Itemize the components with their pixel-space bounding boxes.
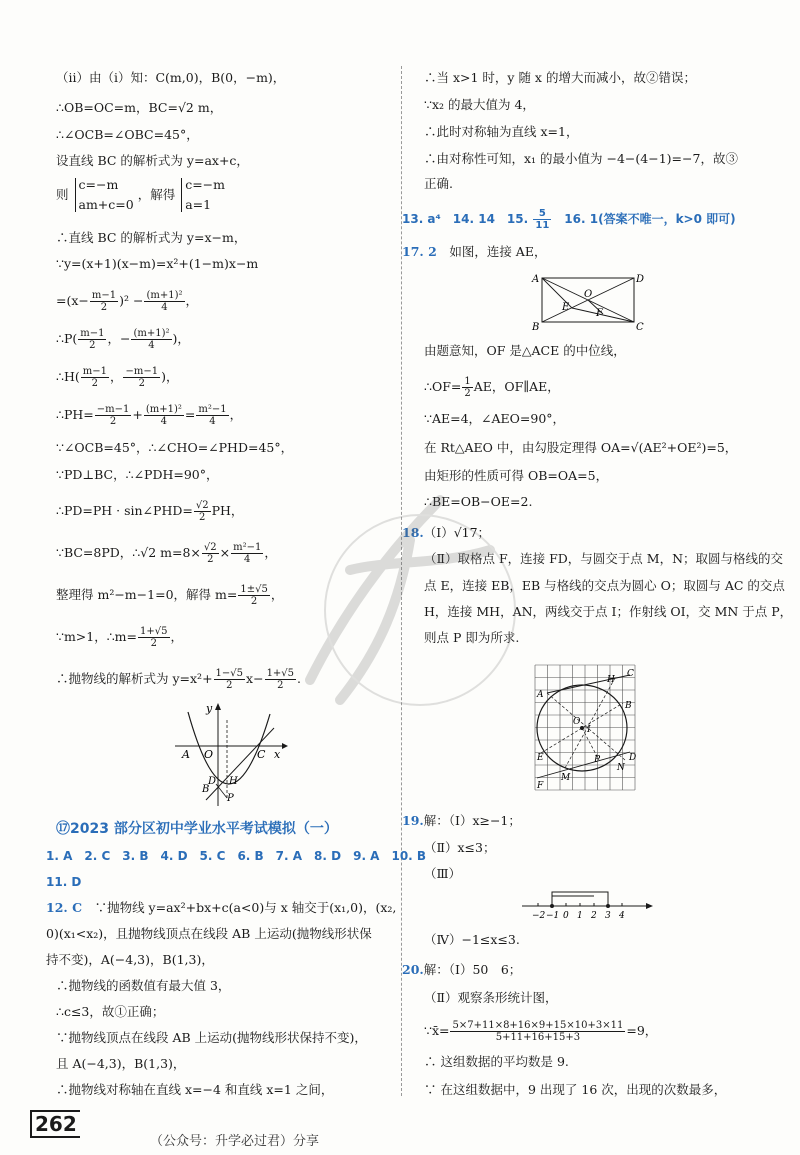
fraction [196,404,228,427]
rectangle-figure [530,268,650,334]
label-d: D [208,776,217,787]
denominator: 4 [161,302,168,313]
text-fragment: + [132,407,143,422]
text-line: ∵AE=4，∠AEO=90°， [424,411,566,426]
text-line: 由题意知，OF 是△ACE 的中位线， [424,343,626,358]
segment-ec [572,308,634,322]
text-fragment: ， [264,545,277,560]
label-f: F [596,308,603,319]
text-line [56,328,190,351]
text-fragment: ， [229,407,243,422]
endpoint-minus1 [550,904,554,908]
text-line [402,244,546,260]
line-bc [206,728,274,800]
text-fragment: ，解得 [137,187,176,202]
text-line: ∴由对称性可知，x₁ 的最小值为 −4−(4−1)=−7，故③ [424,151,738,166]
text-fragment: 16. 1(答案不唯一，k>0 即可) [552,212,736,226]
fraction [214,668,245,691]
text-line [56,404,242,427]
text-line: ∴当 x>1 时，y 随 x 的增大而减小，故②错误； [424,70,696,85]
text-line: ∴ 这组数据的平均数是 9. [424,1054,569,1069]
denominator: 2 [226,680,233,691]
denominator: 4 [209,416,216,427]
text-line [56,584,283,607]
solution-bracket-2 [552,896,594,906]
text-line: ∵x₂ 的最大值为 4， [424,97,535,112]
text-fragment: )² − [119,293,144,308]
fraction [81,366,109,389]
fraction [231,542,263,565]
text-fragment: PH， [211,503,244,518]
label-x: x [274,748,281,761]
numerator: 1+√5 [140,626,168,637]
tick-label: −1 [546,911,560,921]
page-number: 262 [30,1110,80,1138]
denominator: 2 [150,638,157,649]
denominator: 2 [138,378,145,389]
label-o: O [204,748,214,761]
text-fragment: ， [170,629,184,644]
text-line: （ⅱ）由（ⅰ）知：C(m,0)，B(0，−m)， [56,70,286,85]
text-line: 且 A(−4,3)，B(1,3)， [56,1056,186,1071]
question-number: 18. [402,525,424,540]
denominator: 2 [199,512,206,523]
text-line [424,1020,657,1043]
text-line: H，连接 MH，AN，两线交于点 I；作射线 OI，交 MN 于点 P， [424,604,793,619]
text-fragment: 13. a⁴ 14. 14 15. [402,212,533,226]
text-fragment: （Ⅰ）√17； [423,525,491,540]
fraction [138,626,169,649]
numerator: (m+1)² [133,328,170,339]
system-1 [75,178,134,212]
label-o: O [584,289,593,300]
text-line: ∴直线 BC 的解析式为 y=x−m， [56,230,247,245]
numerator: m−1 [82,366,107,377]
tick-label: 1 [577,911,583,921]
label-h: H [229,776,238,787]
numerator: √2 [195,500,209,511]
text-line: 设直线 BC 的解析式为 y=ax+c， [56,153,249,168]
label-d: D [629,753,637,763]
text-line: 持不变)，A(−4,3)，B(1,3)， [46,952,214,967]
denominator: 4 [244,554,251,565]
answers-row-2: 11. D [46,875,82,889]
text-line [56,500,243,523]
text-fragment: ∴H( [56,369,80,384]
text-line [46,900,396,916]
label-n: N [617,763,625,773]
text-line [56,626,183,649]
label-c: C [627,669,634,679]
text-line [56,668,301,691]
text-fragment: x− [246,671,264,686]
text-line: ∵PD⊥BC，∴∠PDH=90°， [56,467,219,482]
denominator: 11 [535,220,550,231]
fraction [123,366,160,389]
label-a: A [532,274,540,285]
text-line [402,962,521,978]
text-fragment: ∵抛物线 y=ax²+bx+c(a<0)与 x 轴交于(x₁,0)，(x₂, [94,900,397,915]
text-line: ∴抛物线对称轴在直线 x=−4 和直线 x=1 之间， [56,1082,334,1097]
denominator: 2 [250,596,258,607]
text-fragment: 则 [56,187,69,202]
numerator: 1−√5 [215,668,244,679]
text-line: ∵y=(x+1)(x−m)=x²+(1−m)x−m [56,256,259,271]
text-fragment: 解：（Ⅰ）x≥−1； [423,813,521,828]
fraction [144,404,184,427]
label-p: P [594,755,601,765]
numerator: (m+1)² [145,404,182,415]
question-number: 12. C [46,900,83,915]
numerator: (m+1)² [146,290,183,301]
fraction [144,290,184,313]
numerator: 1 [464,376,471,387]
text-line [424,376,560,399]
text-fragment: × [219,545,231,560]
fraction [131,328,171,351]
text-line: 则点 P 即为所求. [424,630,520,645]
text-fragment: ∴P( [56,331,78,346]
footer-credit: （公众号：升学必过君）分享 [150,1134,320,1149]
label-e: E [562,302,570,313]
tick-labels [532,911,625,921]
grid-figure [525,660,655,795]
text-fragment: ，− [107,331,131,346]
text-line: ∴BE=OB−OE=2. [424,494,533,509]
equation-system [56,178,225,212]
text-line: 0)(x₁<x₂)，且抛物线顶点在线段 AB 上运动(抛物线形状保 [46,926,372,941]
question-number: 20. [402,962,424,977]
fraction [238,584,269,607]
watermark-logo [290,480,533,720]
text-fragment: ， [270,587,284,602]
text-fragment: ∴OF= [424,379,462,394]
label-y: y [206,702,213,715]
fraction [90,290,118,313]
fraction [194,500,211,523]
denominator: 2 [91,378,99,389]
label-c: C [636,322,644,333]
text-fragment: )， [161,369,179,384]
tick-label: 3 [605,911,611,921]
tick-label: −2 [532,911,546,921]
label-c: C [257,748,266,761]
label-h: H [607,675,615,685]
numerator: −m−1 [125,366,159,377]
text-line: ∵抛物线顶点在线段 AB 上运动(抛物线形状保持不变)， [56,1030,367,1045]
number-line [520,882,660,922]
system-2 [181,178,225,212]
text-line [56,290,198,313]
answers-13-16 [402,208,736,231]
text-line: （Ⅳ）−1≤x≤3. [424,932,520,947]
label-a: A [537,690,544,700]
text-fragment: 整理得 m²−m−1=0，解得 m= [56,587,238,602]
text-fragment: )， [172,331,190,346]
label-e: E [537,753,544,763]
numerator: 1+√5 [266,668,295,679]
fraction [202,542,219,565]
fraction [78,328,106,351]
numerator: m−1 [91,290,117,301]
label-f: F [537,781,544,791]
text-fragment: ∴抛物线的解析式为 y=x²+ [56,671,213,686]
center-o [580,726,584,730]
label-i: I [587,725,591,735]
text-fragment: ∵x̄= [424,1023,450,1038]
text-fragment: ∴PH= [56,407,94,422]
section-title: ⑰2023 部分区初中学业水平考试模拟（一） [56,821,338,837]
text-fragment: AE，OF∥AE， [473,379,560,394]
fraction [462,376,472,399]
text-fragment: ∴PD=PH · sin∠PHD= [56,503,193,518]
numerator: −m−1 [96,404,130,415]
numerator: m²−1 [198,404,227,415]
text-fragment: =9， [626,1023,658,1038]
text-line: （Ⅲ） [424,866,462,881]
text-fragment: ∵m>1，∴m= [56,629,138,644]
equation: c=−m [78,177,119,192]
numerator: 5×7+11×8+16×9+15×10+3×11 [452,1020,624,1031]
equation: a=1 [185,197,212,212]
tick-label: 2 [591,911,597,921]
text-line: （Ⅱ）观察条形统计图， [424,990,558,1005]
fraction [95,404,132,427]
equation: am+c=0 [78,197,134,212]
denominator: 2 [89,340,96,351]
tick-label: 4 [619,911,625,921]
denominator: 2 [464,388,471,399]
numerator: 5 [533,208,551,220]
denominator: 2 [207,554,214,565]
text-fragment: . [297,671,302,686]
text-fragment: =(x− [56,293,89,308]
endpoint-3 [606,904,610,908]
parabola-graph [170,700,290,810]
label-d: D [636,274,645,285]
text-line: ∴OB=OC=m，BC=√2 m， [56,100,223,115]
denominator: 2 [100,302,108,313]
fraction [450,1020,625,1043]
denominator: 2 [109,416,117,427]
denominator: 4 [148,340,155,351]
text-line: ∵ 在这组数据中，9 出现了 16 次，出现的次数最多， [424,1082,727,1097]
text-fragment: ∵BC=8PD，∴√2 m=8× [56,545,201,560]
numerator: m−1 [80,328,105,339]
answers-row-1: 1. A 2. C 3. B 4. D 5. C 6. B 7. A 8. D 9. A 10. B [46,849,427,863]
y-axis-arrow [215,703,221,710]
numerator: 1±√5 [240,584,268,595]
text-line: ∴c≤3，故①正确； [56,1004,165,1019]
equation: c=−m [185,177,226,192]
text-line: （Ⅱ）取格点 F，连接 FD，与圆交于点 M，N；取圆与格线的交 [424,551,784,566]
x-axis-arrow [282,743,288,749]
denominator: 2 [277,680,284,691]
label-a: A [182,748,190,761]
denominator: 5+11+16+15+3 [495,1032,581,1043]
text-fragment: ， [109,369,123,384]
text-line: 正确. [424,176,453,191]
text-line [402,813,521,829]
label-o: O [573,717,581,727]
text-fragment: 解：（Ⅰ）50 6； [423,962,522,977]
text-fragment: ， [185,293,199,308]
label-m: M [561,773,571,783]
text-line: ∴此时对称轴为直线 x=1， [424,124,579,139]
text-fragment: 如图，连接 AE， [449,244,547,259]
label-b: B [625,701,632,711]
number-line-arrow [646,903,653,909]
label-p: P [227,793,234,804]
text-line: ∴∠OCB=∠OBC=45°， [56,127,199,142]
label-b: B [532,322,540,333]
numerator: m²−1 [233,542,262,553]
text-fragment: = [184,407,196,422]
label-b: B [202,784,210,795]
text-line [56,542,277,565]
fraction [533,208,551,231]
text-line: 在 Rt△AEO 中，由勾股定理得 OA=√(AE²+OE²)=5， [424,440,738,455]
segment-an [547,693,625,760]
question-number: 17. 2 [402,244,437,259]
question-number: 19. [402,813,424,828]
text-line [56,366,178,389]
text-line: （Ⅱ）x≤3； [424,840,496,855]
numerator: √2 [203,542,217,553]
text-line: ∴抛物线的函数值有最大值 3， [56,978,231,993]
tick-label: 0 [563,911,569,921]
denominator: 4 [160,416,168,427]
text-line: ∵∠OCB=45°，∴∠CHO=∠PHD=45°， [56,440,294,455]
text-line: 点 E，连接 EB，EB 与格线的交点为圆心 O；取圆与 AC 的交点 [424,578,785,593]
text-line: 由矩形的性质可得 OB=OA=5， [424,468,609,483]
